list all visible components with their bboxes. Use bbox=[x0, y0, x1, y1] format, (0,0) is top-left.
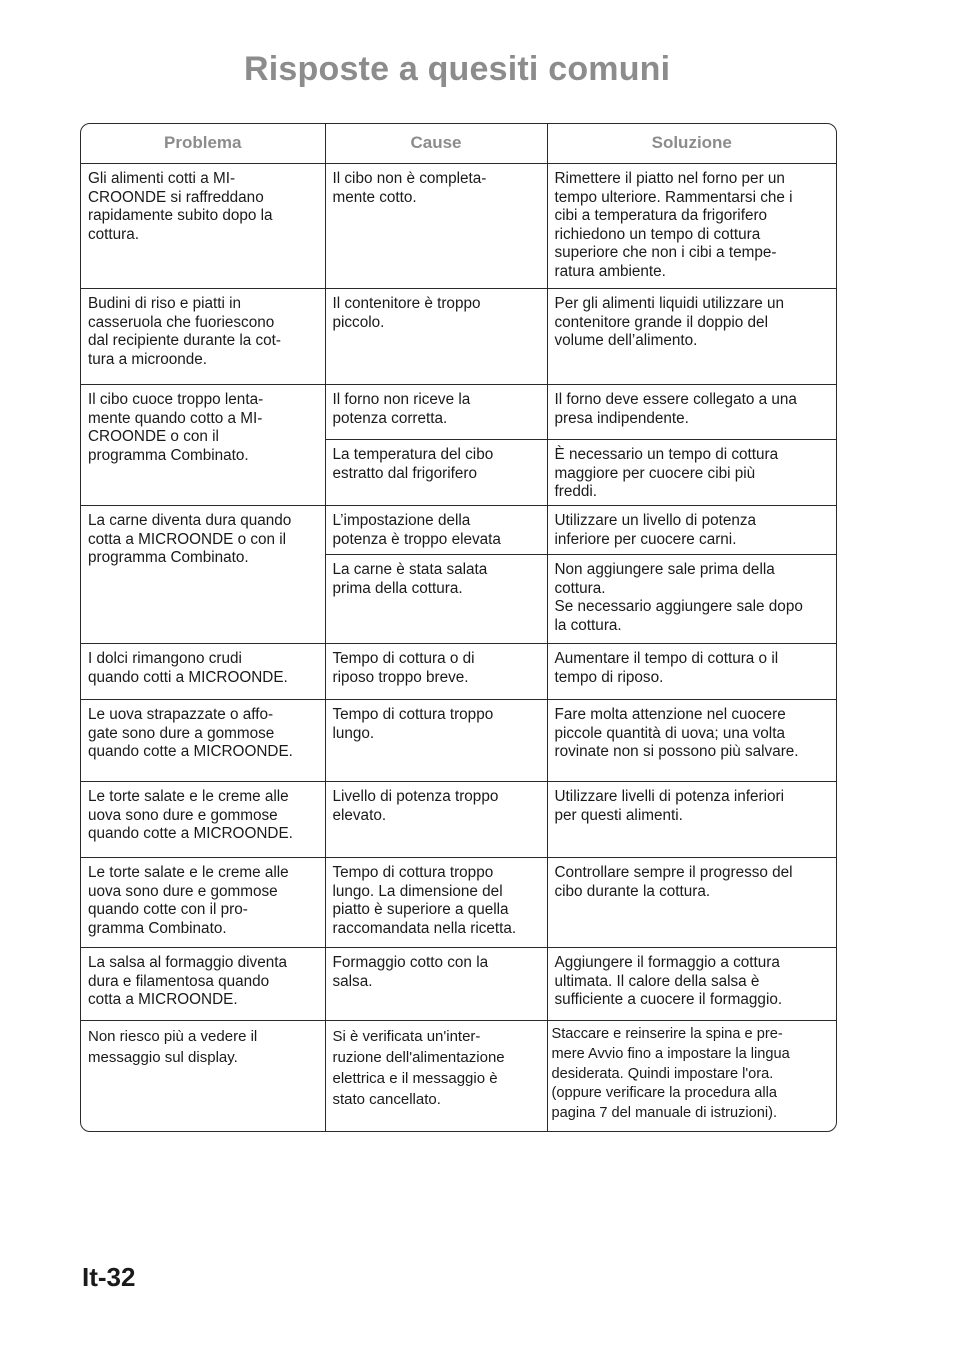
header-soluzione: Soluzione bbox=[547, 124, 836, 164]
solution-cell: Il forno deve essere collegato a una presa indipendente. bbox=[547, 385, 836, 440]
table-header-row bbox=[81, 124, 836, 164]
cause-cell: La carne è stata salata prima della cottura. bbox=[325, 555, 547, 644]
problem-cell: La salsa al formaggio diventa dura e filamentosa quando cotta a MICROONDE. bbox=[81, 948, 325, 1021]
problem-cell: Budini di riso e piatti in casseruola che fuoriescono dal recipiente durante la cot- tura a microonde. bbox=[81, 289, 325, 385]
cause-cell: Tempo di cottura troppo lungo. La dimensione del piatto è superiore a quella raccomandata nella ricetta. bbox=[325, 858, 547, 948]
header-cause: Cause bbox=[325, 124, 547, 164]
table-row bbox=[81, 858, 836, 948]
problem-cell: I dolci rimangono crudi quando cotti a MICROONDE. bbox=[81, 644, 325, 700]
solution-cell: È necessario un tempo di cottura maggiore per cuocere cibi più freddi. bbox=[547, 440, 836, 506]
cause-cell: Livello di potenza troppo elevato. bbox=[325, 782, 547, 858]
cause-cell: Il cibo non è completa- mente cotto. bbox=[325, 164, 547, 289]
solution-cell: Utilizzare un livello di potenza inferiore per cuocere carni. bbox=[547, 506, 836, 555]
page-number: It-32 bbox=[82, 1262, 136, 1292]
problem-cell: Il cibo cuoce troppo lenta- mente quando cotto a MI- CROONDE o con il programma Combinato. bbox=[81, 385, 325, 506]
cause-cell: Tempo di cottura o di riposo troppo breve. bbox=[325, 644, 547, 700]
table-row bbox=[81, 782, 836, 858]
solution-cell: Controllare sempre il progresso del cibo durante la cottura. bbox=[547, 858, 836, 948]
cause-cell: Formaggio cotto con la salsa. bbox=[325, 948, 547, 1021]
problem-cell: La carne diventa dura quando cotta a MICROONDE o con il programma Combinato. bbox=[81, 506, 325, 644]
problem-cell: Gli alimenti cotti a MI- CROONDE si raffreddano rapidamente subito dopo la cottura. bbox=[81, 164, 325, 289]
cause-cell: La temperatura del cibo estratto dal frigorifero bbox=[325, 440, 547, 506]
problem-cell: Le uova strapazzate o affo- gate sono dure a gommose quando cotte a MICROONDE. bbox=[81, 700, 325, 782]
table-row bbox=[81, 385, 836, 440]
solution-cell: Aggiungere il formaggio a cottura ultimata. Il calore della salsa è sufficiente a cuocere il formaggio. bbox=[547, 948, 836, 1021]
table-row bbox=[81, 289, 836, 385]
solution-cell: Non aggiungere sale prima della cottura. Se necessario aggiungere sale dopo la cottura. bbox=[547, 555, 836, 644]
problem-cell: Le torte salate e le creme alle uova sono dure e gommose quando cotte a MICROONDE. bbox=[81, 782, 325, 858]
table-row bbox=[81, 1021, 836, 1133]
problem-cell: Non riesco più a vedere il messaggio sul display. bbox=[81, 1021, 325, 1133]
faq-table bbox=[80, 123, 837, 1132]
header-problema: Problema bbox=[81, 124, 325, 164]
solution-cell: Per gli alimenti liquidi utilizzare un contenitore grande il doppio del volume dell’alimento. bbox=[547, 289, 836, 385]
solution-cell: Rimettere il piatto nel forno per un tempo ulteriore. Rammentarsi che i cibi a temperatura da frigorifero richiedono un tempo di cottura superiore che non i cibi a tempe- ratura ambiente. bbox=[547, 164, 836, 289]
cause-cell: Il forno non riceve la potenza corretta. bbox=[325, 385, 547, 440]
problem-cell: Le torte salate e le creme alle uova sono dure e gommose quando cotte con il pro- gramma Combinato. bbox=[81, 858, 325, 948]
cause-cell: L’impostazione della potenza è troppo elevata bbox=[325, 506, 547, 555]
table-row bbox=[81, 506, 836, 555]
solution-cell: Aumentare il tempo di cottura o il tempo di riposo. bbox=[547, 644, 836, 700]
table-row bbox=[81, 644, 836, 700]
table-row bbox=[81, 164, 836, 289]
table-row bbox=[81, 948, 836, 1021]
solution-cell: Fare molta attenzione nel cuocere piccole quantità di uova; una volta rovinate non si possono più salvare. bbox=[547, 700, 836, 782]
table-row bbox=[81, 700, 836, 782]
cause-cell: Si è verificata un'inter- ruzione dell'alimentazione elettrica e il messaggio è stato cancellato. bbox=[325, 1021, 547, 1133]
solution-cell: Utilizzare livelli di potenza inferiori per questi alimenti. bbox=[547, 782, 836, 858]
cause-cell: Il contenitore è troppo piccolo. bbox=[325, 289, 547, 385]
page-title: Risposte a quesiti comuni bbox=[244, 50, 671, 88]
cause-cell: Tempo di cottura troppo lungo. bbox=[325, 700, 547, 782]
solution-cell: Staccare e reinserire la spina e pre- mere Avvio fino a impostare la lingua desiderata. Quindi impostare l'ora. (oppure verificare la procedura alla pagina 7 del manuale di istruzioni). bbox=[547, 1021, 836, 1133]
